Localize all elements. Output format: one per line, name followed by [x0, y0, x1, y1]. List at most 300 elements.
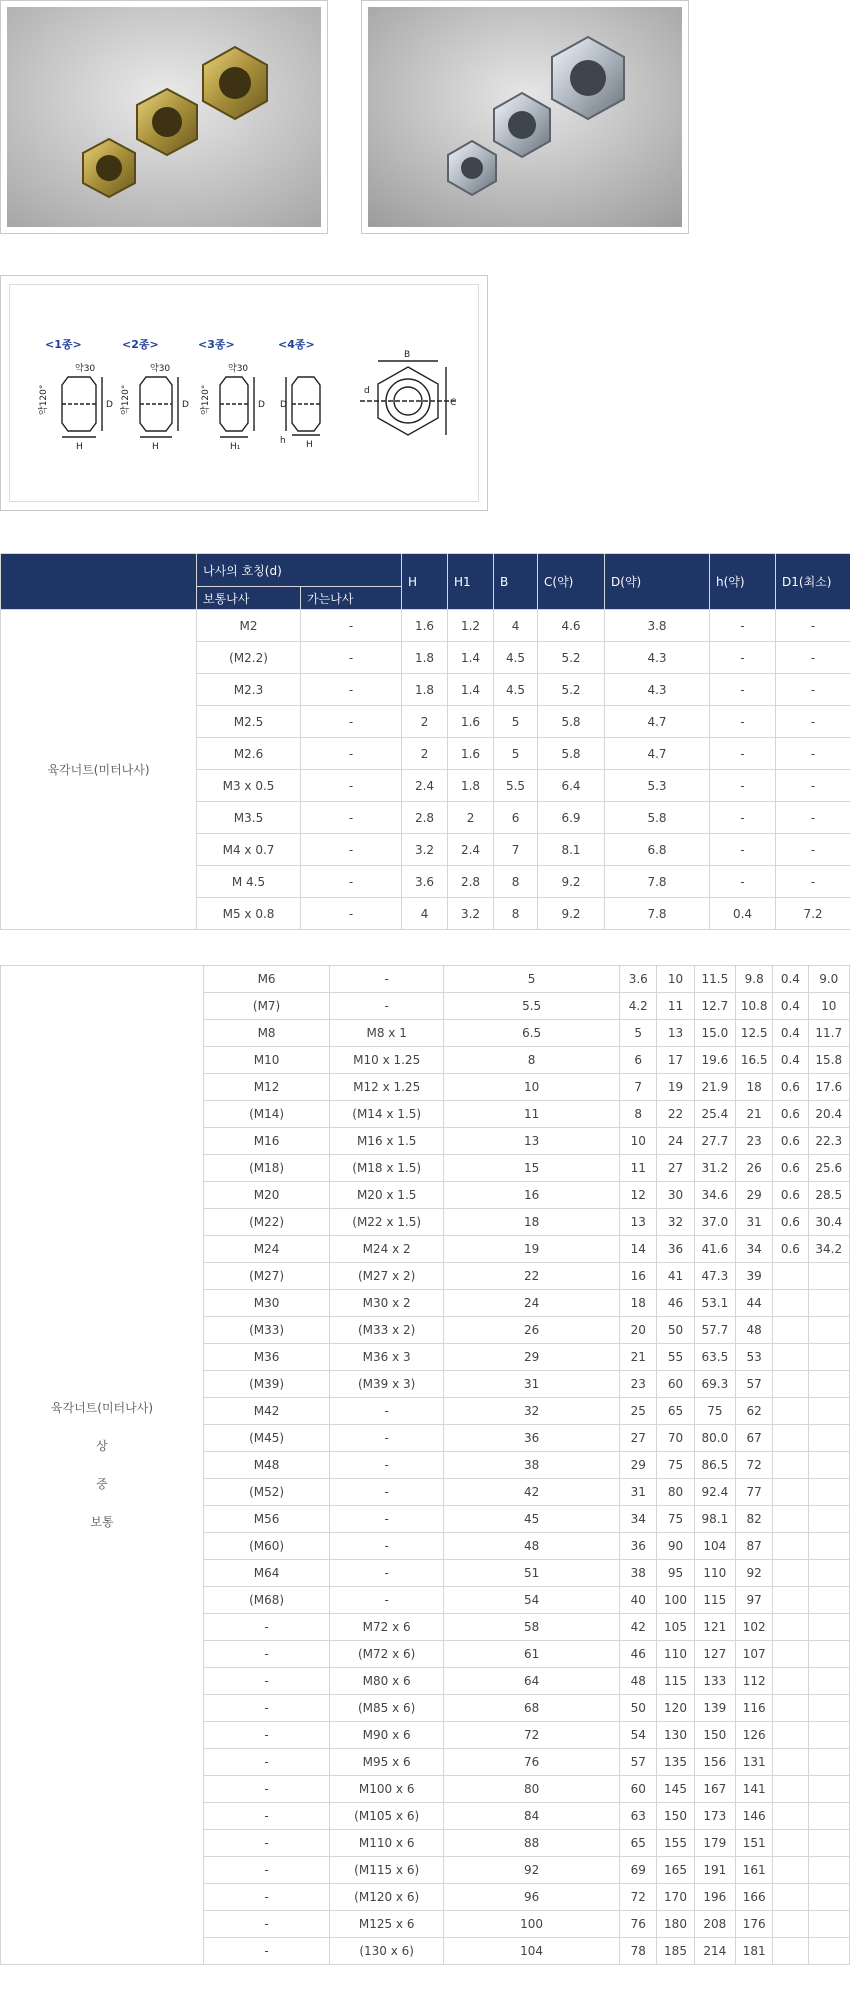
- table-cell: 14: [620, 1236, 657, 1263]
- table-cell: -: [330, 993, 444, 1020]
- table-cell: 26: [444, 1317, 620, 1344]
- table-cell: [808, 1398, 850, 1425]
- table-cell: 107: [736, 1641, 773, 1668]
- type-3-label: <3종>: [198, 338, 235, 351]
- table-cell: -: [301, 642, 402, 674]
- table-cell: 72: [444, 1722, 620, 1749]
- header-col-b: B: [494, 554, 538, 610]
- table-cell: 0.4: [773, 1020, 808, 1047]
- table-cell: 47.3: [694, 1263, 735, 1290]
- table-cell: [773, 1263, 808, 1290]
- table-cell: 10: [444, 1074, 620, 1101]
- table-cell: 30.4: [808, 1209, 850, 1236]
- table-cell: -: [301, 770, 402, 802]
- table-cell: M95 x 6: [330, 1749, 444, 1776]
- table-cell: 69.3: [694, 1371, 735, 1398]
- table-cell: 31: [444, 1371, 620, 1398]
- table-cell: (M22): [203, 1209, 329, 1236]
- table-cell: 8: [444, 1047, 620, 1074]
- table-cell: (M52): [203, 1479, 329, 1506]
- table-cell: 167: [694, 1776, 735, 1803]
- table-cell: 5: [494, 706, 538, 738]
- table-cell: -: [710, 610, 776, 642]
- type-1-label: <1종>: [45, 338, 82, 351]
- table-cell: 139: [694, 1695, 735, 1722]
- table-cell: 27.7: [694, 1128, 735, 1155]
- table-cell: [808, 1587, 850, 1614]
- table-cell: -: [203, 1830, 329, 1857]
- table-cell: -: [203, 1884, 329, 1911]
- table-cell: -: [301, 898, 402, 930]
- table-cell: 50: [620, 1695, 657, 1722]
- table-cell: 76: [620, 1911, 657, 1938]
- table-cell: 8: [620, 1101, 657, 1128]
- header-col-h: H: [402, 554, 448, 610]
- table-cell: 29: [620, 1452, 657, 1479]
- table-cell: 63.5: [694, 1344, 735, 1371]
- table-cell: 6.8: [605, 834, 710, 866]
- table-cell: (M68): [203, 1587, 329, 1614]
- table-cell: 121: [694, 1614, 735, 1641]
- table-cell: M2: [197, 610, 301, 642]
- table-cell: 13: [444, 1128, 620, 1155]
- table-cell: (M7): [203, 993, 329, 1020]
- table-cell: 102: [736, 1614, 773, 1641]
- table-cell: 155: [657, 1830, 694, 1857]
- table-cell: 75: [657, 1506, 694, 1533]
- table-cell: [808, 1938, 850, 1965]
- group-label-line: 육각너트(미터나사): [50, 1401, 154, 1415]
- table-cell: [808, 1911, 850, 1938]
- table-cell: [773, 1344, 808, 1371]
- table-cell: 72: [736, 1452, 773, 1479]
- table-cell: 0.4: [773, 1047, 808, 1074]
- photo-brass-nuts: [0, 0, 328, 234]
- table-cell: 4.3: [605, 674, 710, 706]
- table-cell: 11.7: [808, 1020, 850, 1047]
- table-cell: 34.6: [694, 1182, 735, 1209]
- header-col-c: C(약): [538, 554, 605, 610]
- table-cell: 30: [657, 1182, 694, 1209]
- table-cell: 95: [657, 1560, 694, 1587]
- group-label-line: 보통: [90, 1515, 114, 1529]
- table-cell: [808, 1479, 850, 1506]
- header-thread-name: 나사의 호칭(d): [197, 554, 402, 587]
- table-cell: [773, 1641, 808, 1668]
- table-cell: 3.6: [402, 866, 448, 898]
- table-cell: -: [301, 738, 402, 770]
- table-cell: 87: [736, 1533, 773, 1560]
- table-cell: 51: [444, 1560, 620, 1587]
- table-cell: 86.5: [694, 1452, 735, 1479]
- table-cell: M20: [203, 1182, 329, 1209]
- table-cell: 21: [736, 1101, 773, 1128]
- table-cell: 5.5: [444, 993, 620, 1020]
- table-cell: 11: [657, 993, 694, 1020]
- header-blank: [1, 554, 197, 610]
- table-cell: 8: [494, 866, 538, 898]
- table-cell: [773, 1290, 808, 1317]
- table-cell: [808, 1506, 850, 1533]
- table-cell: 4.6: [538, 610, 605, 642]
- table-cell: 1.4: [448, 674, 494, 706]
- table-cell: 104: [694, 1533, 735, 1560]
- table-cell: 57.7: [694, 1317, 735, 1344]
- table-cell: 5.2: [538, 642, 605, 674]
- table-cell: M3.5: [197, 802, 301, 834]
- table-cell: 23: [620, 1371, 657, 1398]
- table-cell: 80: [444, 1776, 620, 1803]
- table-cell: 40: [620, 1587, 657, 1614]
- table-cell: 110: [694, 1560, 735, 1587]
- table-cell: [808, 1776, 850, 1803]
- type-1-d-label: D: [106, 400, 113, 410]
- table-cell: 180: [657, 1911, 694, 1938]
- table-cell: -: [776, 610, 850, 642]
- header-col-h1: H1: [448, 554, 494, 610]
- table-cell: M16 x 1.5: [330, 1128, 444, 1155]
- table-cell: 42: [444, 1479, 620, 1506]
- table-cell: 62: [736, 1398, 773, 1425]
- table-cell: 36: [620, 1533, 657, 1560]
- table-cell: M8: [203, 1020, 329, 1047]
- table-cell: 58: [444, 1614, 620, 1641]
- table-cell: -: [330, 1425, 444, 1452]
- table-cell: -: [301, 834, 402, 866]
- table-cell: 16: [444, 1182, 620, 1209]
- table-cell: 1.2: [448, 610, 494, 642]
- table-cell: M2.3: [197, 674, 301, 706]
- table-cell: 196: [694, 1884, 735, 1911]
- table-cell: 54: [620, 1722, 657, 1749]
- table-cell: -: [301, 706, 402, 738]
- table-cell: 191: [694, 1857, 735, 1884]
- table-cell: M36 x 3: [330, 1344, 444, 1371]
- table-cell: [808, 1668, 850, 1695]
- table-cell: 32: [444, 1398, 620, 1425]
- table-cell: 5: [494, 738, 538, 770]
- table-cell: 53.1: [694, 1290, 735, 1317]
- table-cell: 22: [657, 1101, 694, 1128]
- nut-type-diagram: [0, 275, 488, 511]
- table-cell: 31: [736, 1209, 773, 1236]
- type-2-label: <2종>: [122, 338, 159, 351]
- table-cell: [773, 1722, 808, 1749]
- table-cell: 38: [620, 1560, 657, 1587]
- table-cell: 13: [657, 1020, 694, 1047]
- table-cell: (M33): [203, 1317, 329, 1344]
- table-cell: 127: [694, 1641, 735, 1668]
- table-cell: (M2.2): [197, 642, 301, 674]
- table-cell: 12.5: [736, 1020, 773, 1047]
- table-cell: 78: [620, 1938, 657, 1965]
- table-cell: 166: [736, 1884, 773, 1911]
- table-cell: 126: [736, 1722, 773, 1749]
- table-cell: 0.6: [773, 1155, 808, 1182]
- table-cell: 64: [444, 1668, 620, 1695]
- table-cell: 0.6: [773, 1209, 808, 1236]
- table-cell: [773, 1884, 808, 1911]
- table-cell: M30: [203, 1290, 329, 1317]
- table-cell: M20 x 1.5: [330, 1182, 444, 1209]
- table-cell: 46: [620, 1641, 657, 1668]
- table-cell: [808, 1749, 850, 1776]
- table-cell: 24: [444, 1290, 620, 1317]
- table-cell: (M14): [203, 1101, 329, 1128]
- table-cell: 1.8: [402, 674, 448, 706]
- table-cell: 15.8: [808, 1047, 850, 1074]
- table-cell: 29: [736, 1182, 773, 1209]
- table-cell: M24: [203, 1236, 329, 1263]
- table-cell: M10 x 1.25: [330, 1047, 444, 1074]
- table-cell: 17.6: [808, 1074, 850, 1101]
- table-cell: M36: [203, 1344, 329, 1371]
- table-cell: 156: [694, 1749, 735, 1776]
- table-cell: 116: [736, 1695, 773, 1722]
- table-cell: M2.6: [197, 738, 301, 770]
- table-cell: 61: [444, 1641, 620, 1668]
- table-cell: [808, 1884, 850, 1911]
- type-4-d-label: D: [280, 400, 287, 410]
- table-cell: M6: [203, 966, 329, 993]
- table-cell: 92: [444, 1857, 620, 1884]
- table-cell: 0.4: [773, 993, 808, 1020]
- table-cell: 2.4: [402, 770, 448, 802]
- table-cell: 34.2: [808, 1236, 850, 1263]
- table-cell: (M115 x 6): [330, 1857, 444, 1884]
- table-cell: 2: [448, 802, 494, 834]
- table-cell: M110 x 6: [330, 1830, 444, 1857]
- header-col-d1: D1(최소): [776, 554, 850, 610]
- table-cell: [773, 1830, 808, 1857]
- table-cell: 65: [657, 1398, 694, 1425]
- table-cell: -: [301, 674, 402, 706]
- table-cell: 57: [620, 1749, 657, 1776]
- table-row: [1, 966, 850, 993]
- table-cell: 16.5: [736, 1047, 773, 1074]
- table-cell: [808, 1533, 850, 1560]
- table-cell: 72: [620, 1884, 657, 1911]
- table-cell: [808, 1641, 850, 1668]
- table-cell: (M60): [203, 1533, 329, 1560]
- table-cell: 1.6: [448, 738, 494, 770]
- table-cell: 112: [736, 1668, 773, 1695]
- table-cell: 1.6: [448, 706, 494, 738]
- table-cell: [808, 1452, 850, 1479]
- type-1-chamfer-label: 약120°: [39, 384, 49, 415]
- type-3-h1-label: H₁: [230, 442, 241, 452]
- table-cell: 2: [402, 738, 448, 770]
- table-cell: -: [776, 674, 850, 706]
- table-cell: 5.8: [605, 802, 710, 834]
- table-cell: 151: [736, 1830, 773, 1857]
- table-cell: 4.5: [494, 674, 538, 706]
- table-cell: 8.1: [538, 834, 605, 866]
- table-cell: 5.8: [538, 706, 605, 738]
- table-cell: -: [776, 738, 850, 770]
- table-cell: 65: [620, 1830, 657, 1857]
- table-cell: -: [710, 642, 776, 674]
- table-row: [1, 610, 850, 642]
- table-cell: 7.8: [605, 866, 710, 898]
- table-cell: 29: [444, 1344, 620, 1371]
- table-cell: 8: [494, 898, 538, 930]
- table-cell: 2.8: [402, 802, 448, 834]
- table-cell: 34: [736, 1236, 773, 1263]
- table-cell: -: [776, 642, 850, 674]
- table-cell: M30 x 2: [330, 1290, 444, 1317]
- table-cell: 18: [736, 1074, 773, 1101]
- table-cell: M4 x 0.7: [197, 834, 301, 866]
- type-4-h-label: H: [306, 440, 313, 450]
- table-cell: 5: [444, 966, 620, 993]
- table-cell: 69: [620, 1857, 657, 1884]
- table-cell: 27: [657, 1155, 694, 1182]
- table-cell: 50: [657, 1317, 694, 1344]
- table-cell: -: [330, 1506, 444, 1533]
- table-cell: 4.7: [605, 706, 710, 738]
- table-cell: M8 x 1: [330, 1020, 444, 1047]
- table-cell: 145: [657, 1776, 694, 1803]
- table-cell: 16: [620, 1263, 657, 1290]
- table-cell: [773, 1452, 808, 1479]
- table-cell: 135: [657, 1749, 694, 1776]
- table-cell: M90 x 6: [330, 1722, 444, 1749]
- table-cell: [808, 1830, 850, 1857]
- table-cell: 21.9: [694, 1074, 735, 1101]
- table-cell: 26: [736, 1155, 773, 1182]
- table-cell: [773, 1587, 808, 1614]
- table-cell: -: [710, 866, 776, 898]
- table-cell: 41.6: [694, 1236, 735, 1263]
- table-cell: 11: [620, 1155, 657, 1182]
- table-cell: (M39 x 3): [330, 1371, 444, 1398]
- type-4-small-h-label: h: [280, 436, 286, 446]
- table-cell: 130: [657, 1722, 694, 1749]
- table-cell: 146: [736, 1803, 773, 1830]
- table-cell: (M39): [203, 1371, 329, 1398]
- table-cell: 90: [657, 1533, 694, 1560]
- table-cell: -: [776, 802, 850, 834]
- table-cell: 54: [444, 1587, 620, 1614]
- table-cell: 46: [657, 1290, 694, 1317]
- table-cell: 60: [657, 1371, 694, 1398]
- table-cell: -: [203, 1641, 329, 1668]
- table-cell: 6.5: [444, 1020, 620, 1047]
- type-3-chamfer-label: 약120°: [201, 384, 211, 415]
- header-coarse-thread: 보통나사: [197, 587, 301, 610]
- table-cell: 23: [736, 1128, 773, 1155]
- group-label-line: 상: [96, 1439, 108, 1453]
- table-cell: -: [776, 770, 850, 802]
- table-cell: [808, 1803, 850, 1830]
- table-cell: 77: [736, 1479, 773, 1506]
- table-cell: -: [330, 966, 444, 993]
- table-cell: 9.2: [538, 866, 605, 898]
- table-cell: 7: [494, 834, 538, 866]
- table-cell: 88: [444, 1830, 620, 1857]
- table-cell: 141: [736, 1776, 773, 1803]
- table-cell: 110: [657, 1641, 694, 1668]
- table-cell: (M22 x 1.5): [330, 1209, 444, 1236]
- table-cell: -: [710, 834, 776, 866]
- nut-spec-table-small: [0, 553, 850, 930]
- table-cell: (M27): [203, 1263, 329, 1290]
- table-cell: 22.3: [808, 1128, 850, 1155]
- table-cell: [773, 1614, 808, 1641]
- table-cell: 3.6: [620, 966, 657, 993]
- table-cell: 6.9: [538, 802, 605, 834]
- table-cell: -: [710, 674, 776, 706]
- table-cell: 75: [694, 1398, 735, 1425]
- type-2-d-label: D: [182, 400, 189, 410]
- table-cell: 24: [657, 1128, 694, 1155]
- table-cell: M64: [203, 1560, 329, 1587]
- header-fine-thread: 가는나사: [301, 587, 402, 610]
- table-cell: M42: [203, 1398, 329, 1425]
- table-cell: 100: [657, 1587, 694, 1614]
- table-cell: -: [710, 802, 776, 834]
- table-cell: -: [330, 1398, 444, 1425]
- table-cell: [808, 1371, 850, 1398]
- table-cell: 4: [402, 898, 448, 930]
- table-cell: 5.5: [494, 770, 538, 802]
- table-cell: (M120 x 6): [330, 1884, 444, 1911]
- table-cell: 1.8: [402, 642, 448, 674]
- table-cell: -: [203, 1776, 329, 1803]
- table-cell: 1.4: [448, 642, 494, 674]
- table-cell: M2.5: [197, 706, 301, 738]
- table-cell: M5 x 0.8: [197, 898, 301, 930]
- table-cell: 0.6: [773, 1236, 808, 1263]
- type-1-angle-label: 약30: [75, 364, 96, 374]
- table-cell: 18: [620, 1290, 657, 1317]
- table-cell: [808, 1560, 850, 1587]
- table-cell: (M72 x 6): [330, 1641, 444, 1668]
- table-cell: 84: [444, 1803, 620, 1830]
- table-cell: 60: [620, 1776, 657, 1803]
- table-cell: 68: [444, 1695, 620, 1722]
- table-cell: 115: [657, 1668, 694, 1695]
- table-cell: 161: [736, 1857, 773, 1884]
- table-cell: 185: [657, 1938, 694, 1965]
- table-cell: 22: [444, 1263, 620, 1290]
- table-cell: 3.2: [448, 898, 494, 930]
- table-cell: 150: [657, 1803, 694, 1830]
- table-cell: 19.6: [694, 1047, 735, 1074]
- type-3-angle-label: 약30: [228, 364, 249, 374]
- table-cell: 4.2: [620, 993, 657, 1020]
- table-cell: M12: [203, 1074, 329, 1101]
- table-cell: 176: [736, 1911, 773, 1938]
- table-cell: 31.2: [694, 1155, 735, 1182]
- table-cell: 2.8: [448, 866, 494, 898]
- table-cell: 115: [694, 1587, 735, 1614]
- table-cell: 17: [657, 1047, 694, 1074]
- table-cell: 38: [444, 1452, 620, 1479]
- table-cell: 9.0: [808, 966, 850, 993]
- table-cell: [773, 1749, 808, 1776]
- table-cell: 80.0: [694, 1425, 735, 1452]
- table-cell: -: [203, 1722, 329, 1749]
- table-cell: 0.6: [773, 1128, 808, 1155]
- table-cell: 12.7: [694, 993, 735, 1020]
- table-cell: [773, 1803, 808, 1830]
- table-cell: 57: [736, 1371, 773, 1398]
- table-cell: M10: [203, 1047, 329, 1074]
- table-cell: 10: [808, 993, 850, 1020]
- table-cell: 7: [620, 1074, 657, 1101]
